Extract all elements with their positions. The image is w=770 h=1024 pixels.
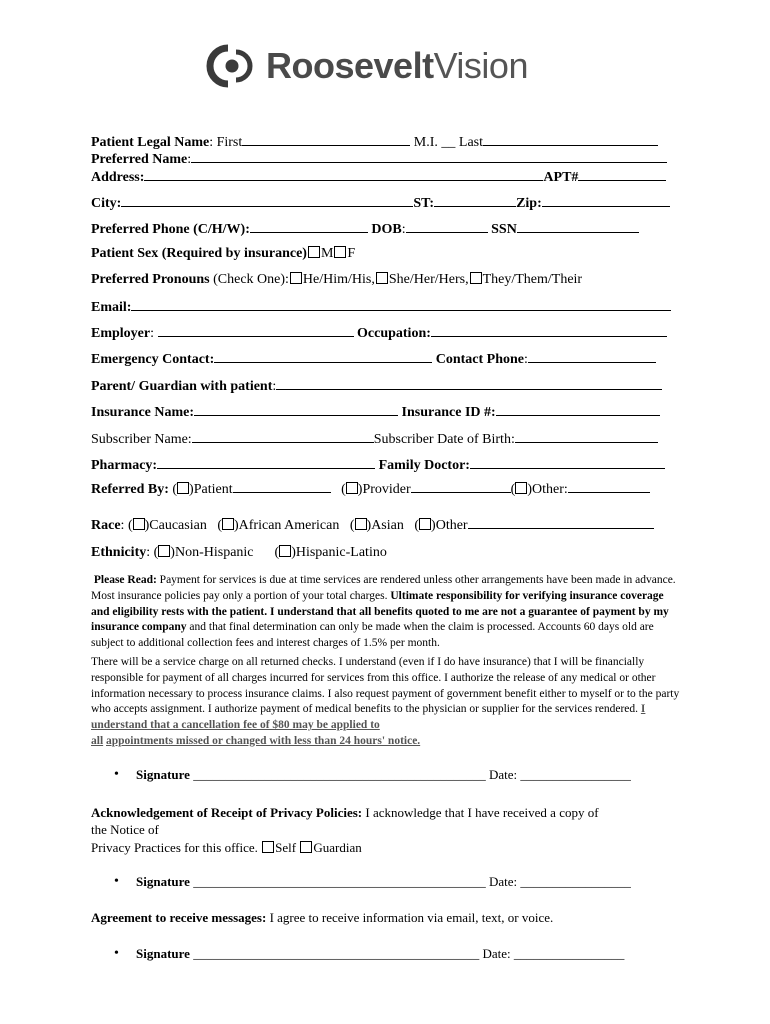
payment-policy-paragraph: Please Read: Payment for services is due at time services are rendered unless other arrangements have been made in advance. Most insurance policies pay only a portion of your total charges. Ultimate responsibility for verifying insurance coverage and eligibility rests with the patient. I understand that all benefits quoted to me are not a guarantee of payment by my insurance company and that final determination can only be made when the claim is processed. Accounts 60 days old are subject to additional collection fees and interest charges of 1.5% per month. bbox=[91, 574, 676, 650]
race-african-american-checkbox[interactable] bbox=[222, 518, 234, 530]
referred-patient-field[interactable] bbox=[233, 480, 331, 493]
bullet: • bbox=[114, 946, 119, 961]
ethnicity-row: Ethnicity: ( )Non-Hispanic ( )Hispanic-Latino bbox=[91, 545, 387, 560]
race-row: Race: ( )Caucasian ( )African American ( )Asian ( )Other bbox=[91, 516, 654, 534]
referred-provider-field[interactable] bbox=[411, 480, 511, 493]
referred-row: Referred By: ( )Patient ( )Provider ( )Other: bbox=[91, 480, 650, 498]
referred-other-checkbox[interactable] bbox=[515, 482, 527, 494]
state-field[interactable] bbox=[434, 194, 516, 207]
email-field[interactable] bbox=[131, 298, 671, 311]
signature-line-3[interactable]: Signature ____________________________________________ Date: _________________ bbox=[136, 946, 625, 961]
insurance-name-field[interactable] bbox=[194, 403, 398, 416]
apt-field[interactable] bbox=[578, 168, 666, 181]
signature-line-1[interactable]: Signature _____________________________________________ Date: _________________ bbox=[136, 767, 631, 782]
privacy-ack-line-3: Privacy Practices for this office. Self Guardian bbox=[91, 840, 362, 855]
logo-wordmark: RooseveltVision bbox=[266, 45, 528, 86]
pronoun-she-checkbox[interactable] bbox=[376, 272, 388, 284]
subscriber-row: Subscriber Name: Subscriber Date of Birth: bbox=[91, 430, 658, 448]
privacy-ack-line-2: the Notice of bbox=[91, 822, 159, 837]
employer-field[interactable] bbox=[158, 324, 354, 337]
bullet: • bbox=[114, 767, 119, 782]
first-name-field[interactable] bbox=[242, 133, 410, 146]
pharmacy-field[interactable] bbox=[157, 456, 375, 469]
emergency-contact-field[interactable] bbox=[214, 350, 432, 363]
pronoun-they-checkbox[interactable] bbox=[470, 272, 482, 284]
dob-field[interactable] bbox=[406, 220, 488, 233]
privacy-guardian-checkbox[interactable] bbox=[300, 841, 312, 853]
roosevelt-vision-logo bbox=[206, 44, 528, 88]
city-row: City: ST: Zip: bbox=[91, 194, 670, 212]
privacy-ack-line-1: Acknowledgement of Receipt of Privacy Policies: I acknowledge that I have received a copy of bbox=[91, 805, 599, 820]
sex-f-checkbox[interactable] bbox=[334, 246, 346, 258]
parent-row: Parent/ Guardian with patient: bbox=[91, 377, 662, 395]
ssn-field[interactable] bbox=[517, 220, 639, 233]
legal-name-row: Patient Legal Name: First M.I. __ Last bbox=[91, 133, 658, 151]
phone-field[interactable] bbox=[250, 220, 368, 233]
contact-phone-field[interactable] bbox=[528, 350, 656, 363]
race-asian-checkbox[interactable] bbox=[355, 518, 367, 530]
bullet: • bbox=[114, 874, 119, 889]
subscriber-name-field[interactable] bbox=[192, 430, 374, 443]
logo-mark-icon bbox=[206, 44, 258, 88]
preferred-name-row: Preferred Name: bbox=[91, 150, 667, 168]
last-name-field[interactable] bbox=[483, 133, 658, 146]
referred-patient-checkbox[interactable] bbox=[177, 482, 189, 494]
insurance-row: Insurance Name: Insurance ID #: bbox=[91, 403, 660, 421]
email-row: Email: bbox=[91, 298, 671, 316]
financial-responsibility-paragraph: There will be a service charge on all returned checks. I understand (even if I do have insurance) that I will be financially responsible for payment of all charges incurred for services from this office. I authorize the release of any medical or other information necessary to process insurance claims. I also request payment of government benefit either to myself or to the party who accepts assignment. I authorize payment of medical benefits to the physician or supplier for the services rendered. I understand that a cancellation fee of $80 may be applied to all appointments missed or changed with less than 24 hours' notice. bbox=[91, 656, 680, 747]
pronoun-he-checkbox[interactable] bbox=[290, 272, 302, 284]
occupation-field[interactable] bbox=[431, 324, 667, 337]
referred-other-field[interactable] bbox=[568, 480, 650, 493]
preferred-name-field[interactable] bbox=[191, 150, 667, 163]
messages-agreement: Agreement to receive messages: I agree to receive information via email, text, or voice. bbox=[91, 910, 554, 925]
address-row: Address: APT# bbox=[91, 168, 666, 186]
race-caucasian-checkbox[interactable] bbox=[133, 518, 145, 530]
ethnicity-hispanic-checkbox[interactable] bbox=[279, 545, 291, 557]
pronouns-row: Preferred Pronouns (Check One): He/Him/His, She/Her/Hers, They/Them/Their bbox=[91, 272, 583, 287]
sex-row: Patient Sex (Required by insurance) M F bbox=[91, 246, 356, 261]
employer-row: Employer: Occupation: bbox=[91, 324, 667, 342]
signature-line-2[interactable]: Signature _____________________________________________ Date: _________________ bbox=[136, 874, 631, 889]
subscriber-dob-field[interactable] bbox=[515, 430, 658, 443]
race-other-field[interactable] bbox=[468, 516, 654, 529]
emergency-row: Emergency Contact: Contact Phone: bbox=[91, 350, 656, 368]
insurance-id-field[interactable] bbox=[496, 403, 660, 416]
family-doctor-field[interactable] bbox=[470, 456, 665, 469]
pharmacy-row: Pharmacy: Family Doctor: bbox=[91, 456, 665, 474]
race-other-checkbox[interactable] bbox=[419, 518, 431, 530]
address-field[interactable] bbox=[144, 168, 543, 181]
referred-provider-checkbox[interactable] bbox=[346, 482, 358, 494]
parent-guardian-field[interactable] bbox=[276, 377, 662, 390]
sex-m-checkbox[interactable] bbox=[308, 246, 320, 258]
phone-row: Preferred Phone (C/H/W): DOB: SSN bbox=[91, 220, 639, 238]
zip-field[interactable] bbox=[542, 194, 670, 207]
ethnicity-non-hispanic-checkbox[interactable] bbox=[158, 545, 170, 557]
privacy-self-checkbox[interactable] bbox=[262, 841, 274, 853]
city-field[interactable] bbox=[121, 194, 413, 207]
